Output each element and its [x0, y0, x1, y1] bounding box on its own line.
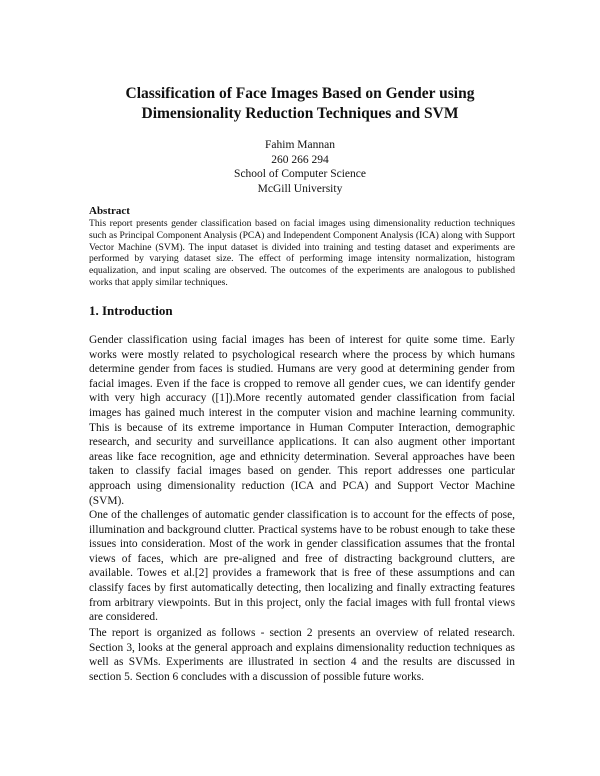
title-line-1: Classification of Face Images Based on Gender using [125, 85, 475, 102]
university: McGill University [257, 182, 343, 195]
section-heading-introduction: 1. Introduction [89, 303, 173, 318]
abstract-text: This report presents gender classification based on facial images using dimensionality reduction techniques such as Principal Component Analysis (PCA) and Independent Component Analysis (ICA) along with Support Vector Machine (SVM). The input dataset is divided into training and testing dataset and experiments are performed by varying dataset size. The effect of performing image intensity normalization, histogram equalization, and input scaling are observed. The outcomes of the experiments are analogous to published works that apply similar techniques. [89, 218, 515, 288]
author-block [150, 138, 450, 196]
paper-title [60, 84, 540, 124]
abstract-heading: Abstract [89, 205, 130, 217]
intro-paragraph-3: The report is organized as follows - section 2 presents an overview of related research. Section 3, looks at the general approach and explains dimensionality reduction techniques as well as SVMs. Experiments are illustrated in section 4 and the results are discussed in section 5. Section 6 concludes with a discussion of possible future works. [89, 627, 515, 683]
author-name: Fahim Mannan [265, 139, 335, 151]
student-id: 260 266 294 [271, 153, 329, 166]
department: School of Computer Science [234, 168, 366, 180]
intro-paragraph-1: Gender classification using facial images has been of interest for quite some time. Early works were mostly related to psychological research where the process by which humans determine gender from faces is studied. Humans are very good at determining gender from facial images. Even if the face is cropped to remove all gender cues, we can identify gender with very high accuracy ([1]).More recently automated gender classification from facial images has gained much interest in the computer vision and machine learning community. This is because of its extreme importance in Human Computer Interaction, demographic research, and security and surveillance applications. It can also augment other important areas like face recognition, age and ethnicity determination. Several approaches have been taken to classify facial images based on gender. This report addresses one particular approach using dimensionality reduction (ICA and PCA) and Support Vector Machine (SVM). [89, 334, 515, 507]
title-line-2: Dimensionality Reduction Techniques and SVM [141, 105, 459, 122]
intro-paragraph-2: One of the challenges of automatic gender classification is to account for the effects of pose, illumination and background clutter. Practical systems have to be robust enough to take these issues into consideration. Most of the work in gender classification assumes that the frontal views of faces, which are pre-aligned and free of distracting background clutters, are available. Towes et al.[2] provides a framework that is free of these assumptions and can classify faces by first automatically detecting, then localizing and finally extracting features from arbitrary viewpoints. But in this project, only the facial images with full frontal views are considered. [89, 509, 515, 624]
